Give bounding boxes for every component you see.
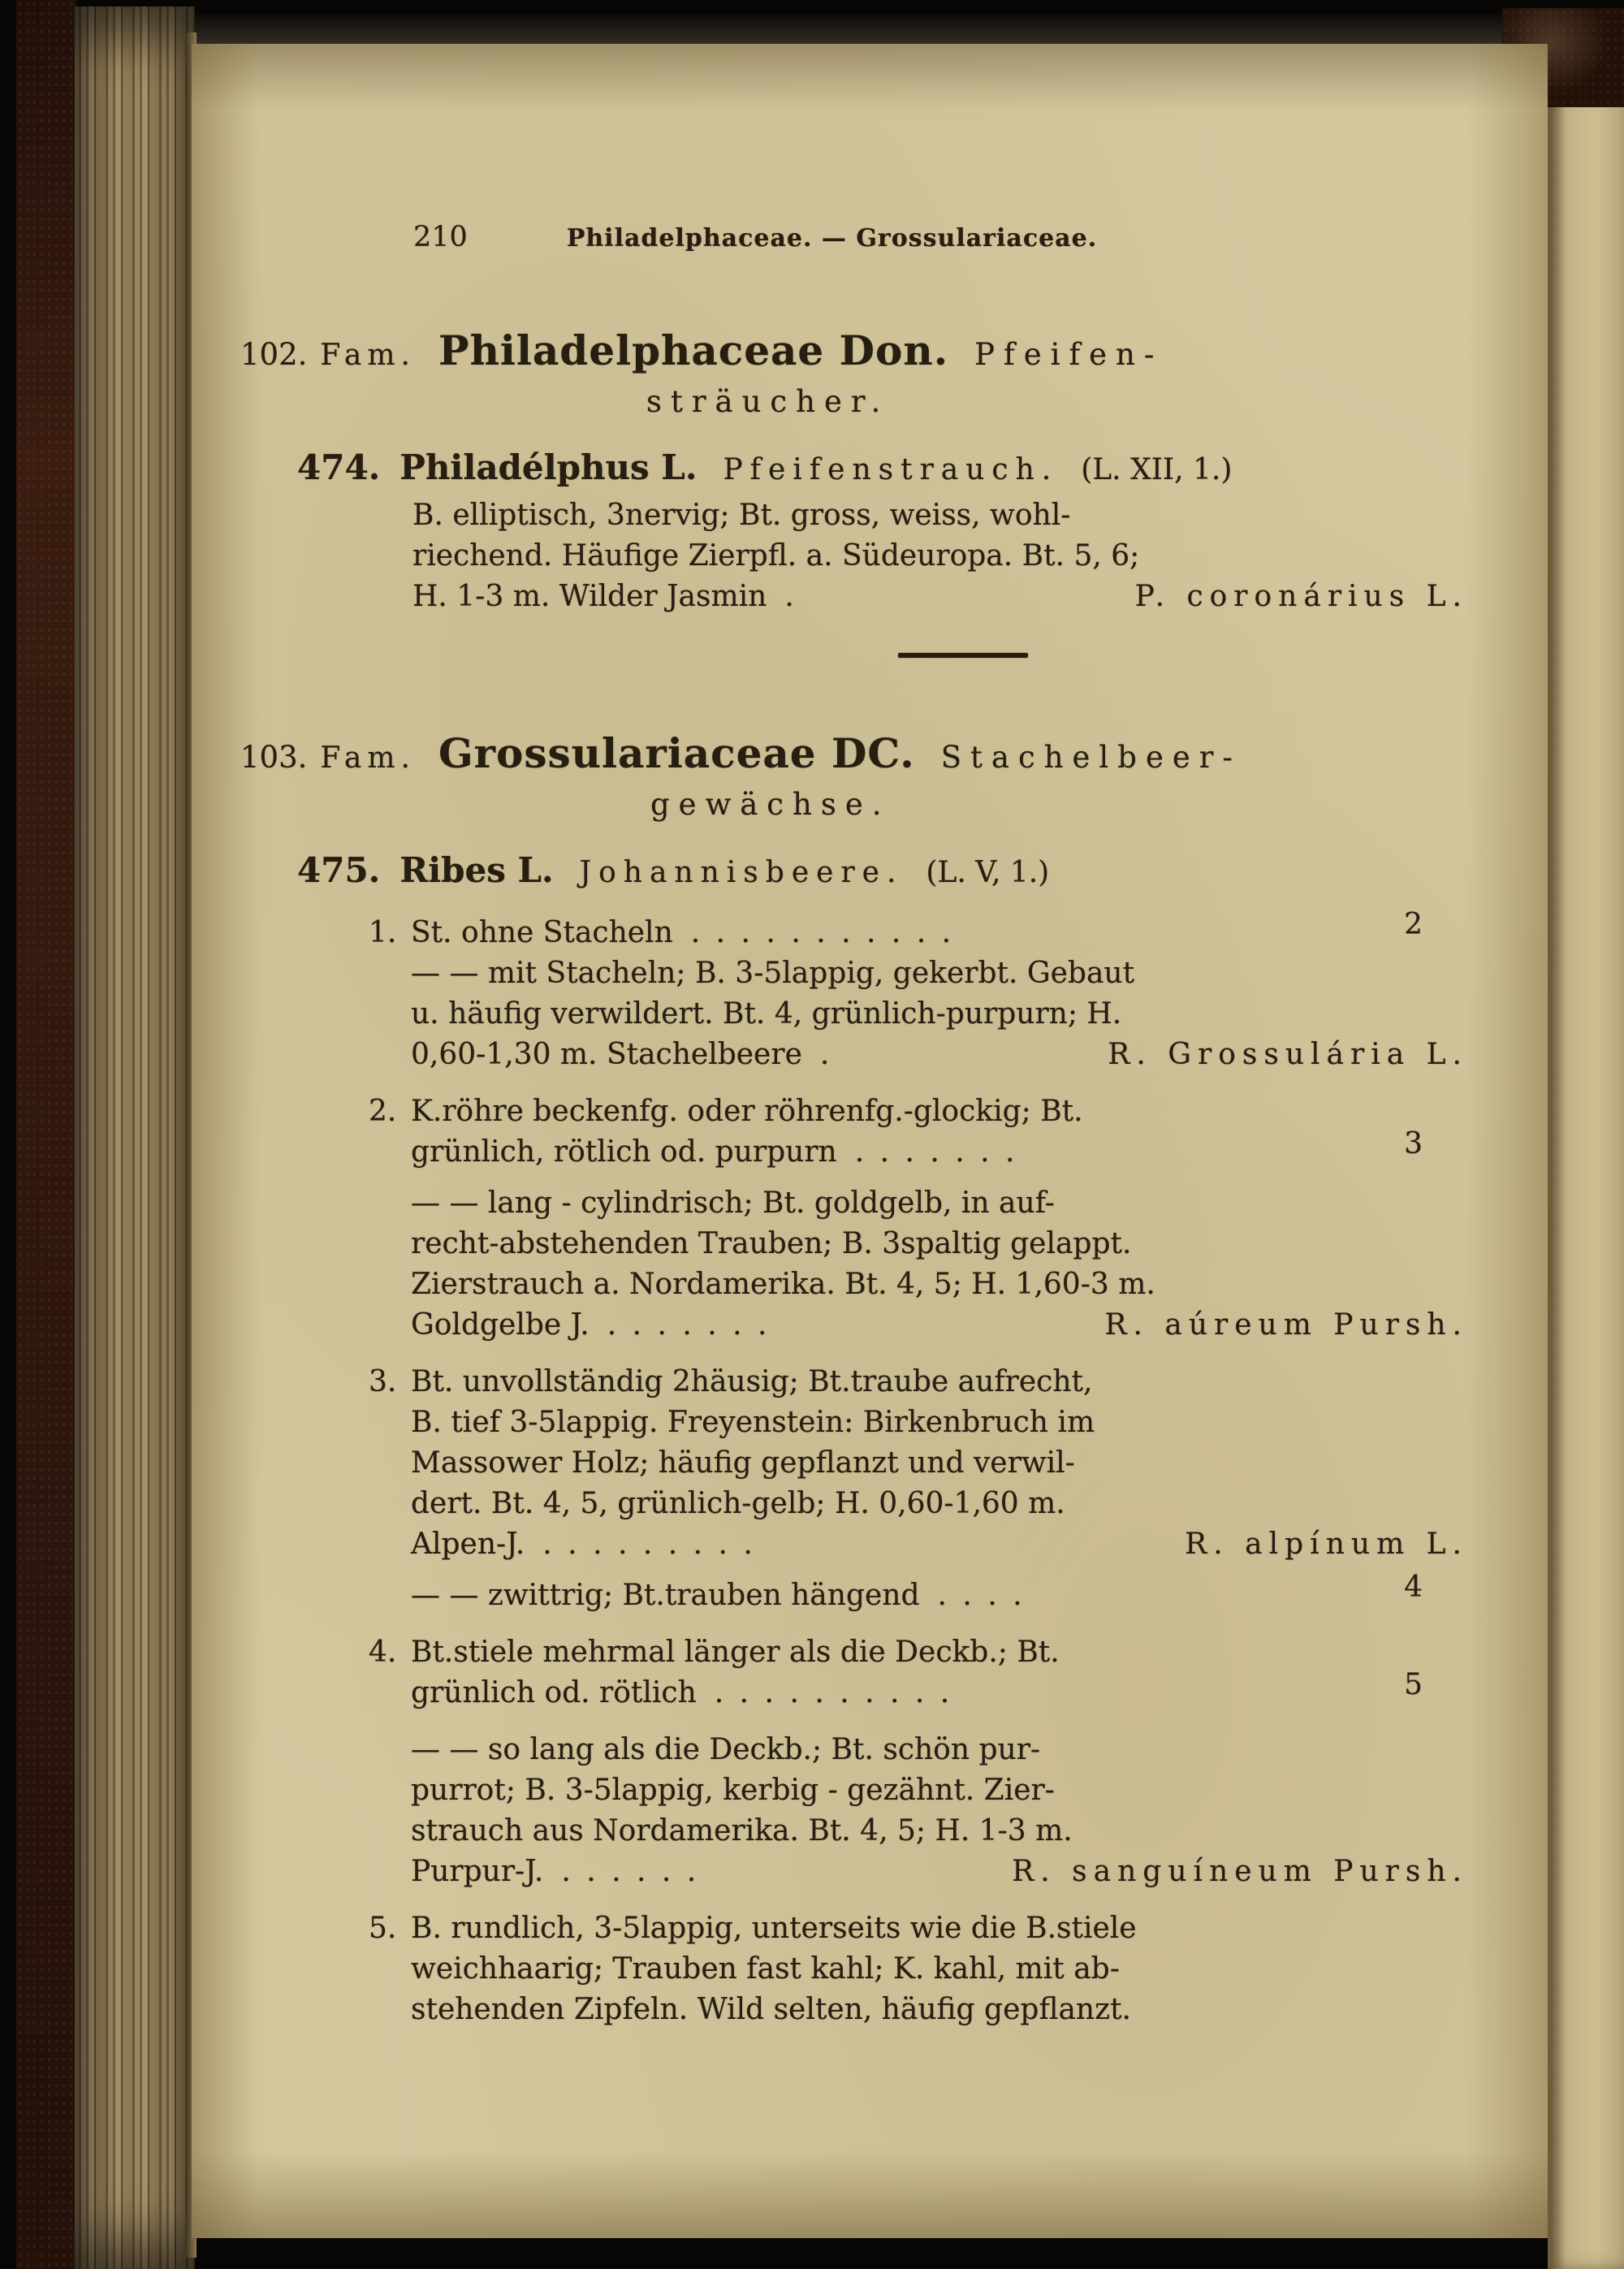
key-line [240,1571,1468,1616]
key-line-text: 0,60-1,30 m. Stachelbeere [411,1038,802,1071]
key-line: B. tief 3-5lappig. Freyenstein: Birkenbruch im [411,1406,1095,1439]
key-line: Zierstrauch a. Nordamerika. Bt. 4, 5; H. 1,60-3 m. [411,1268,1155,1301]
key-line-text: Bt. unvollständig 2häusig; Bt.traube aufrecht, [411,1365,1093,1398]
species-line-text: H. 1-3 m. Wilder Jasmin [412,580,767,613]
genus-entry-philadelphus [297,447,1468,487]
key-target-number: 5 [1404,1668,1423,1701]
family-heading-grossulariaceae [240,729,1468,777]
genus-classification: (L. XII, 1.) [1081,453,1233,486]
philadelphus-description [412,495,1468,617]
dot-leader: . [784,580,797,613]
running-header-row [240,221,1468,253]
key-line: — — mit Stacheln; B. 3-5lappig, gekerbt. Gebaut [411,957,1135,990]
page-text-block [240,44,1468,2030]
family-heading-philadelphaceae [240,326,1468,374]
key-line-text: Alpen-J. [411,1528,525,1561]
page-edges-stack [75,6,195,2269]
next-page-edge [1548,94,1624,2269]
genus-german-name: Johannisbeere. [579,856,904,889]
dot-leader: . . . . . . . [854,1135,1018,1169]
genus-entry-ribes [297,850,1468,890]
key-line [240,1908,1468,1949]
dichotomous-key [240,908,1468,2030]
key-line: stehenden Zipfeln. Wild selten, häufig gepflanzt. [411,1993,1131,2026]
dot-leader: . . . . . . . . . . [714,1676,953,1709]
key-line [240,1091,1468,1132]
key-line: recht-abstehenden Trauben; B. 3spaltig gelappt. [411,1227,1132,1260]
genus-german-name: Pfeifenstrauch. [723,453,1059,486]
key-line-text: Goldgelbe J. [411,1308,590,1342]
key-target-number: 3 [1404,1127,1423,1160]
page-number: 210 [413,221,468,253]
key-line [240,1632,1468,1673]
family-label: Fam. [320,741,416,775]
key-line: Massower Holz; häufig gepflanzt und verwil- [411,1446,1075,1480]
species-name: R. Grossulária L. [1108,1038,1468,1071]
key-species-line [240,1524,1468,1565]
genus-latin-name: Ribes L. [400,850,554,890]
key-line: — — so lang als die Deckb.; Bt. schön pur- [411,1733,1041,1766]
dot-leader: . . . . . . [561,1855,700,1888]
key-line [240,1668,1468,1714]
key-line [240,1362,1468,1402]
key-species-line [240,1852,1468,1892]
key-target-number: 2 [1404,908,1423,941]
key-line: weichhaarig; Trauben fast kahl; K. kahl, mit ab- [411,1952,1120,1986]
species-name: R. alpínum L. [1185,1528,1468,1561]
key-line: purrot; B. 3-5lappig, kerbig - gezähnt. Zier- [411,1774,1055,1807]
key-species-line [240,1305,1468,1346]
key-line-text: grünlich, rötlich od. purpurn [411,1135,837,1169]
key-couplet-number: 1. [369,916,397,949]
key-couplet-number: 3. [369,1365,397,1398]
dot-leader: . [819,1038,833,1071]
dot-leader: . . . . . . . . . [542,1528,756,1561]
key-line-text: grünlich od. rötlich [411,1676,697,1709]
dot-leader: . . . . . . . . . . . [690,916,955,949]
species-name: P. coronárius L. [1134,580,1468,613]
key-couplet-number: 4. [369,1636,397,1669]
family-label: Fam. [320,339,416,372]
key-species-line [240,1035,1468,1075]
section-divider-rule [898,653,1028,658]
family-german-name-part1: Pfeifen- [974,337,1164,372]
key-line-text: K.röhre beckenfg. oder röhrenfg.-glockig; Bt. [411,1095,1083,1128]
key-couplet-number: 2. [369,1095,397,1128]
family-latin-name: Philadelphaceae Don. [438,326,949,374]
family-german-name-part2: gewächse. [650,787,891,822]
family-index: 102. [240,337,308,372]
family-latin-name: Grossulariaceae DC. [438,729,915,777]
key-line: dert. Bt. 4, 5, grünlich-gelb; H. 0,60-1,60 m. [411,1487,1065,1520]
description-species-line [412,577,1468,617]
dot-leader: . . . . . . . [607,1308,771,1342]
key-line-text: B. rundlich, 3-5lappig, unterseits wie die B.stiele [411,1912,1137,1945]
family-german-name-part1: Stachelbeer- [940,740,1242,775]
key-line-text: Bt.stiele mehrmal länger als die Deckb.; Bt. [411,1636,1060,1669]
key-line [240,908,1468,953]
key-line: u. häufig verwildert. Bt. 4, grünlich-purpurn; H. [411,997,1122,1031]
family-index: 103. [240,740,308,775]
key-line [240,1127,1468,1173]
book-page [192,44,1548,2238]
dot-leader: . . . . [937,1579,1026,1612]
species-name: R. aúreum Pursh. [1104,1308,1468,1342]
key-target-number: 4 [1404,1571,1423,1604]
key-line-text: — — zwittrig; Bt.trauben hängend [411,1579,920,1612]
family-german-name-part2: sträucher. [646,384,890,419]
genus-latin-name: Philadélphus L. [400,447,698,487]
genus-index: 475. [297,850,381,890]
species-name: R. sanguíneum Pursh. [1012,1855,1468,1888]
key-line: — — lang - cylindrisch; Bt. goldgelb, in auf- [411,1186,1055,1220]
key-line-text: Purpur-J. [411,1855,544,1888]
key-couplet-number: 5. [369,1912,397,1945]
running-header-title: Philadelphaceae. — Grossulariaceae. [566,224,1098,253]
key-line: strauch aus Nordamerika. Bt. 4, 5; H. 1-3 m. [411,1814,1073,1848]
key-line-text: St. ohne Stacheln [411,916,673,949]
genus-index: 474. [297,447,381,487]
description-line: riechend. Häufige Zierpfl. a. Südeuropa. Bt. 5, 6; [412,539,1140,573]
description-line: B. elliptisch, 3nervig; Bt. gross, weiss, wohl- [412,499,1071,532]
leather-binding-left [16,0,76,2269]
genus-classification: (L. V, 1.) [926,856,1050,889]
